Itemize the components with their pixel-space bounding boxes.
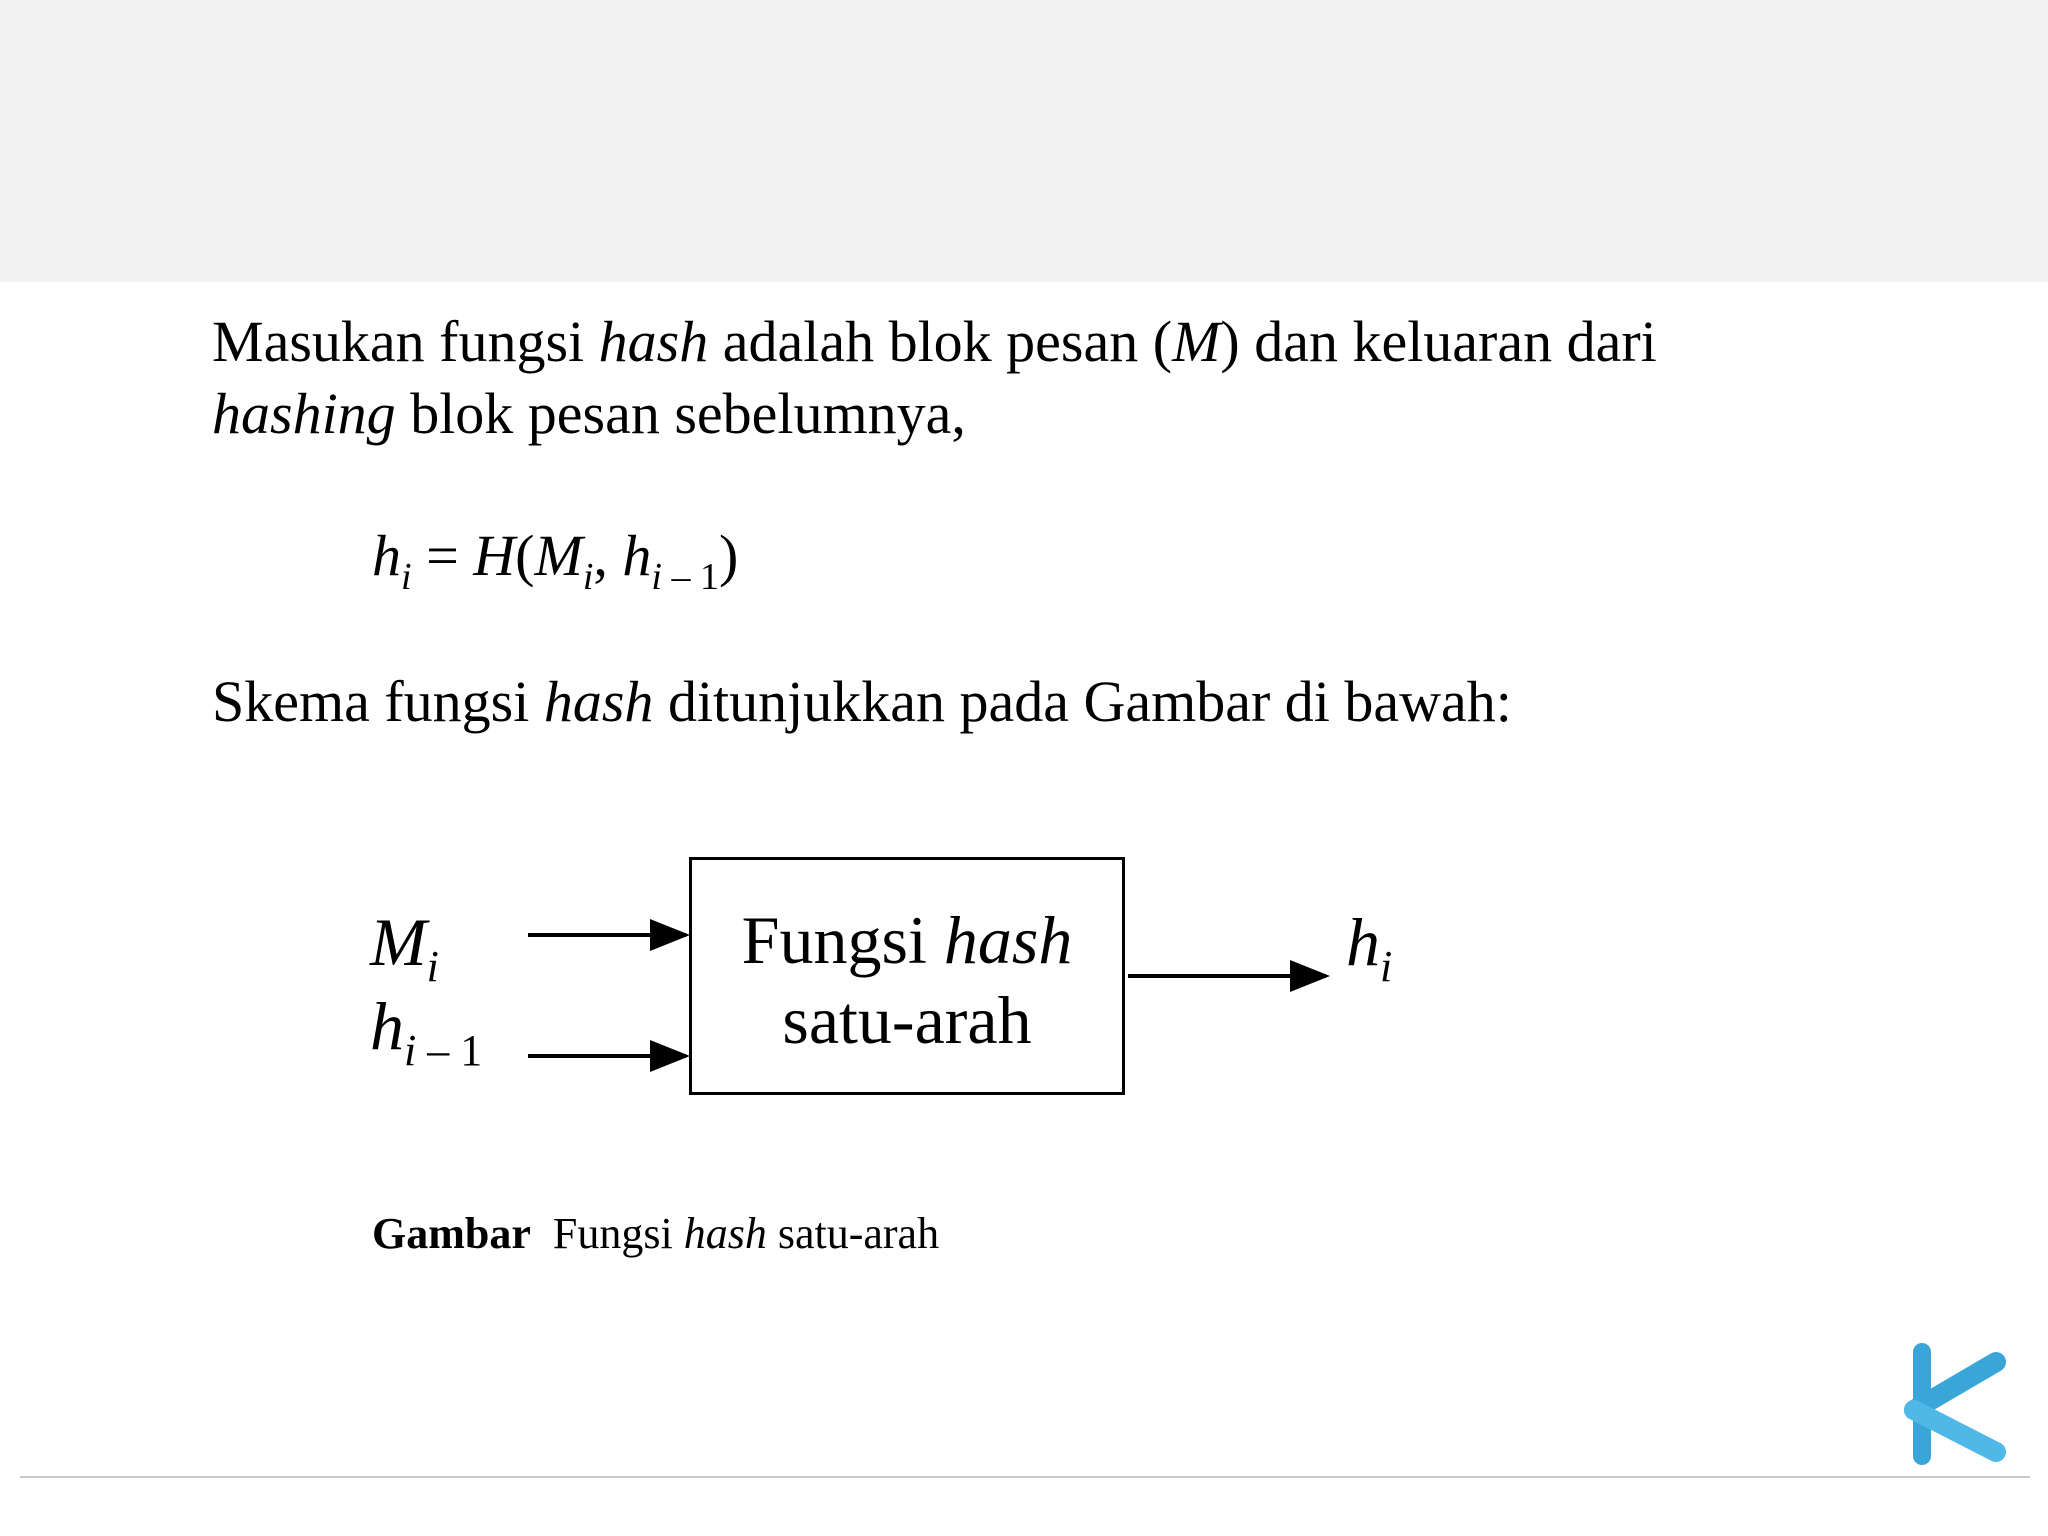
header-band: [0, 0, 2048, 282]
intro-paragraph-line-2: hashing blok pesan sebelumnya,: [212, 381, 966, 446]
hash-box-subtitle: satu-arah: [782, 982, 1032, 1058]
input-prev-hash-label: $h_{i - 1}$: [370, 988, 483, 1075]
intro-paragraph-line-1: Masukan fungsi hash adalah blok pesan (M) dan keluaran dari: [212, 309, 1657, 374]
hash-function-box: [689, 857, 1125, 1095]
figure-caption: Gambar Fungsi hash satu-arah: [372, 1209, 940, 1258]
output-hash-label: $h_i$: [1346, 904, 1393, 991]
hash-box-title: Fungsi hash: [741, 902, 1073, 978]
kelas-k-logo-icon: [1900, 1338, 2010, 1470]
scheme-paragraph: Skema fungsi hash ditunjukkan pada Gambar di bawah:: [212, 669, 1512, 734]
footer-divider: [20, 1476, 2030, 1478]
hash-formula: $h_i = H(M_i$, $h_{i - 1}$): [372, 523, 739, 598]
input-message-label: $M_i$: [370, 904, 439, 991]
